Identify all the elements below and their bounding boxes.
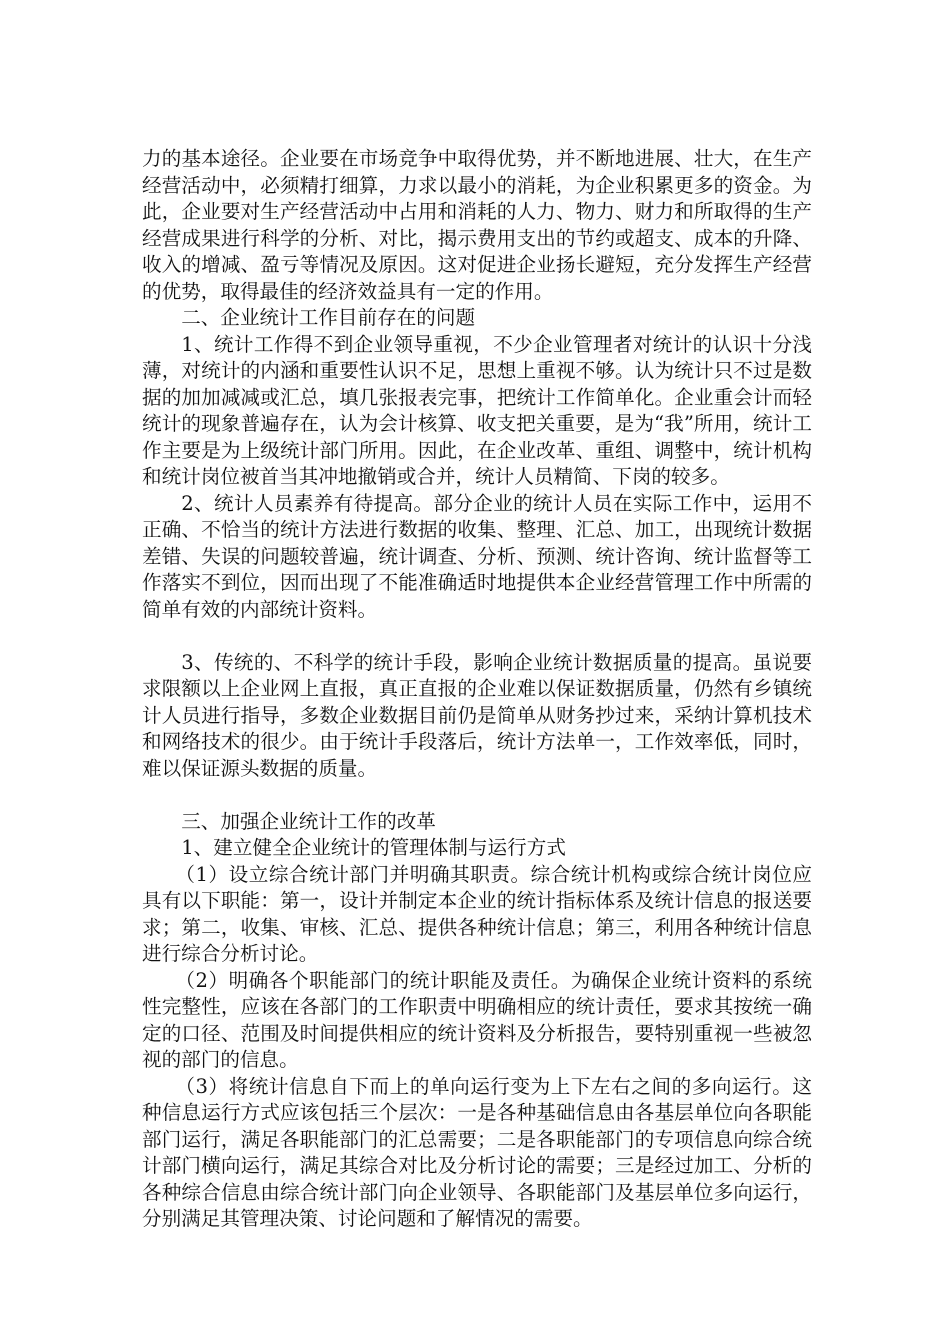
paragraph-reform-2: （2）明确各个职能部门的统计职能及责任。为确保企业统计资料的系统性完整性，应该在各部门的工作职责中明确相应的统计责任，要求其按统一确定的口径、范围及时间提供相应的统计资料及分析报告，要特别重视一些被忽视的部门的信息。 [142, 968, 812, 1071]
paragraph-problem-2: 2、统计人员素养有待提高。部分企业的统计人员在实际工作中，运用不正确、不恰当的统计方法进行数据的收集、整理、汇总、加工，出现统计数据差错、失误的问题较普遍，统计调查、分析、预测、统计咨询、统计监督等工作落实不到位，因而出现了不能准确适时地提供本企业经营管理工作中所需的简单有效的内部统计资料。 [142, 491, 812, 621]
paragraph-problem-1: 1、统计工作得不到企业领导重视，不少企业管理者对统计的认识十分浅薄，对统计的内涵和重要性认识不足，思想上重视不够。认为统计只不过是数据的加加减减或汇总，填几张报表完事，把统计工作简单化。企业重会计而轻统计的现象普遍存在，认为会计核算、收支把关重要，是为“我”所用，统计工作主要是为上级统计部门所用。因此，在企业改革、重组、调整中，统计机构和统计岗位被首当其冲地撤销或合并，统计人员精简、下岗的较多。 [142, 332, 812, 488]
paragraph-intro-continued: 力的基本途径。企业要在市场竞争中取得优势，并不断地进展、壮大，在生产经营活动中，必须精打细算，力求以最小的消耗，为企业积累更多的资金。为此，企业要对生产经营活动中占用和消耗的人力、物力、财力和所取得的生产经营成果进行科学的分析、对比，揭示费用支出的节约或超支、成本的升降、收入的增减、盈亏等情况及原因。这对促进企业扬长避短，充分发挥生产经营的优势，取得最佳的经济效益具有一定的作用。 [142, 147, 812, 303]
subheading-management-system: 1、建立健全企业统计的管理体制与运行方式 [181, 836, 566, 859]
paragraph-problem-3: 3、传统的、不科学的统计手段，影响企业统计数据质量的提高。虽说要求限额以上企业网上直报，真正直报的企业难以保证数据质量，仍然有乡镇统计人员进行指导，多数企业数据目前仍是简单从财务抄过来，采纳计算机技术和网络技术的很少。由于统计手段落后，统计方法单一，工作效率低，同时，难以保证源头数据的质量。 [142, 650, 812, 780]
paragraph-reform-1: （1）设立综合统计部门并明确其职责。综合统计机构或综合统计岗位应具有以下职能：第一，设计并制定本企业的统计指标体系及统计信息的报送要求；第二，收集、审核、汇总、提供各种统计信息；第三，利用各种统计信息进行综合分析讨论。 [142, 862, 812, 965]
blank-line [142, 782, 812, 809]
blank-line [142, 623, 812, 650]
section-heading-problems: 二、企业统计工作目前存在的问题 [181, 306, 476, 329]
document-body [142, 146, 812, 1233]
section-heading-reform: 三、加强企业统计工作的改革 [181, 809, 436, 833]
paragraph-reform-3: （3）将统计信息自下而上的单向运行变为上下左右之间的多向运行。这种信息运行方式应该包括三个层次：一是各种基础信息由各基层单位向各职能部门运行，满足各职能部门的汇总需要；二是各职能部门的专项信息向综合统计部门横向运行，满足其综合对比及分析讨论的需要；三是经过加工、分析的各种综合信息由综合统计部门向企业领导、各职能部门及基层单位多向运行，分别满足其管理决策、讨论问题和了解情况的需要。 [142, 1074, 812, 1230]
